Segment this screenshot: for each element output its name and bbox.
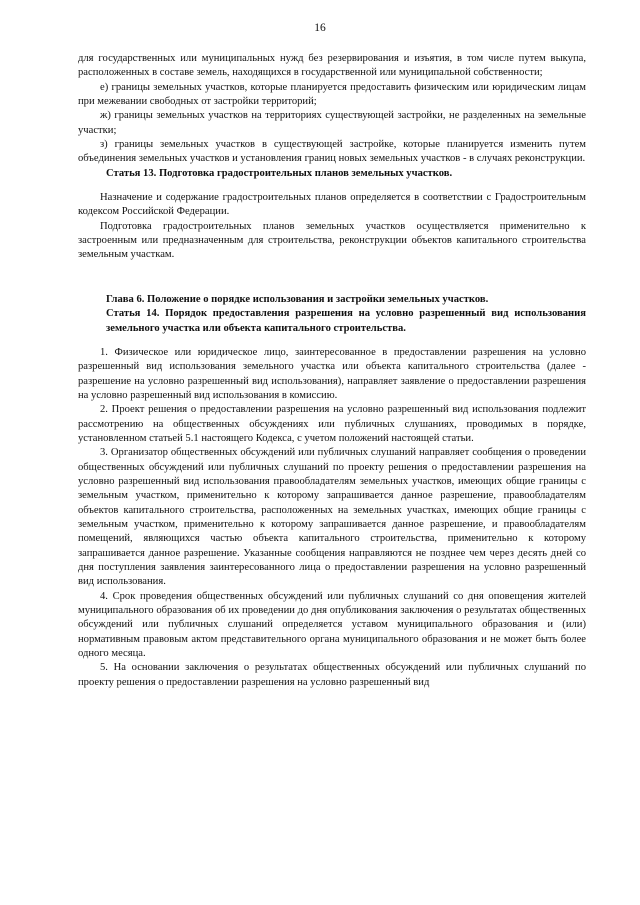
article-14-paragraph: 2. Проект решения о предоставлении разрешения на условно разрешенный вид использования подлежит рассмотрению на общественных обсуждениях или публичных слушаниях, проводимых в порядке, установленном статьей 5.1 настоящего Кодекса, с учетом положений настоящей статьи. <box>78 404 586 444</box>
chapter-6-title: Глава 6. Положение о порядке использования и застройки земельных участков. <box>106 293 489 305</box>
intro-paragraph: ж) границы земельных участков на территориях существующей застройки, не разделенных на земельные участки; <box>78 110 586 136</box>
article-14-paragraph: 4. Срок проведения общественных обсуждений или публичных слушаний со дня оповещения жителей муниципального образования об их проведении до дня опубликования заключения о результатах общественных обсуждений или публичных слушаний определяется уставом муниципального образования и (или) нормативным правовым актом представительного органа муниципального образования и не может быть более одного месяца. <box>78 590 586 660</box>
page-number: 16 <box>314 22 326 34</box>
page-body <box>78 52 586 690</box>
article-13-title: Статья 13. Подготовка градостроительных планов земельных участков. <box>106 167 453 179</box>
intro-paragraph: для государственных или муниципальных нужд без резервирования и изъятия, в том числе путем выкупа, расположенных в составе земель, находящихся в государственной или муниципальной собственности; <box>78 53 586 79</box>
intro-paragraph: з) границы земельных участков в существующей застройке, которые планируется изменить путем объединения земельных участков и установления границ новых земельных участков - в случаях реконструкции. <box>78 139 586 165</box>
article-14-paragraph: 1. Физическое или юридическое лицо, заинтересованное в предоставлении разрешения на условно разрешенный вид использования земельного участка или объекта капитального строительства (далее - разрешение на условно разрешенный вид использования), направляет заявление о предоставлении разрешения на условно разрешенный вид использования в комиссию. <box>78 346 586 401</box>
article-13-paragraph: Подготовка градостроительных планов земельных участков осуществляется применительно к застроенным или предназначенным для строительства, реконструкции объектов капитального строительства земельным участкам. <box>78 220 586 261</box>
intro-paragraph: е) границы земельных участков, которые планируется предоставить физическим или юридическим лицам при межевании свободных от застройки территорий; <box>78 81 586 108</box>
article-14-title: Статья 14. Порядок предоставления разрешения на условно разрешенный вид использования земельного участка или объекта капитального строительства. <box>106 308 586 334</box>
article-14-paragraph: 5. На основании заключения о результатах общественных обсуждений или публичных слушаний по проекту решения о предоставлении разрешения на условно разрешенный вид <box>78 662 586 688</box>
article-13-paragraph: Назначение и содержание градостроительных планов определяется в соответствии с Градостроительным кодексом Российской Федерации. <box>78 192 586 218</box>
article-14-paragraph: 3. Организатор общественных обсуждений или публичных слушаний направляет сообщения о проведении общественных обсуждений или публичных слушаний по проекту решения о предоставлении разрешения на условно разрешенный вид использования правообладателям земельных участков, имеющих общие границы с земельным участком, применительно к которому запрашивается данное разрешение, правообладателям объектов капитального строительства, расположенных на земельных участках, имеющих общие границы с земельным участком, применительно к которому запрашивается данное разрешение, и правообладателям помещений, являющихся частью объекта капитального строительства, применительно к которому запрашивается данное разрешение. Указанные сообщения направляются не позднее чем через десять дней со дня поступления заявления заинтересованного лица о предоставлении разрешения на условно разрешенный вид использования. <box>78 447 586 588</box>
